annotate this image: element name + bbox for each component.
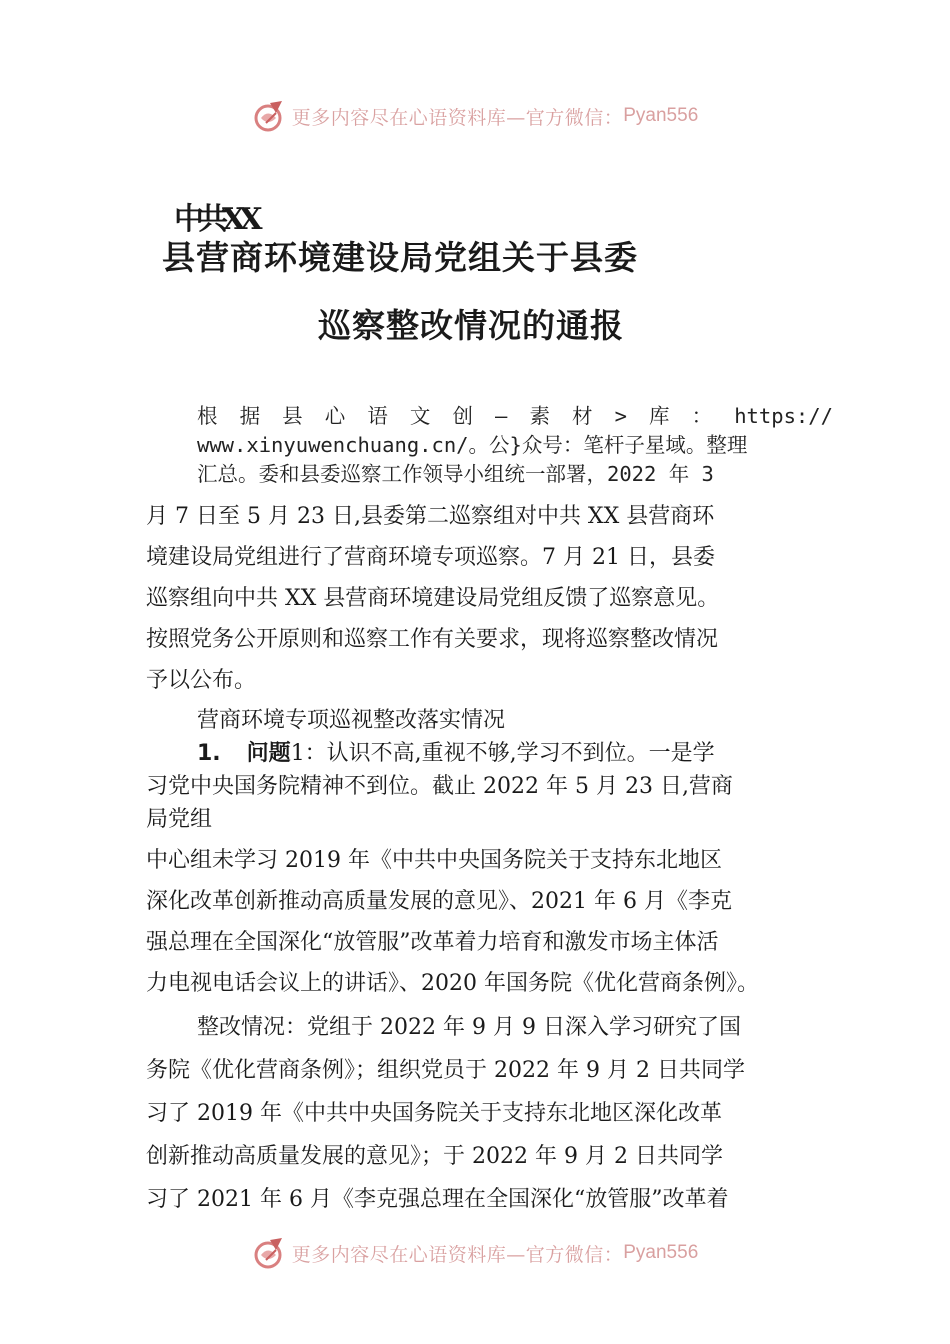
pen-seal-icon xyxy=(252,99,286,133)
issue-label: 问题 xyxy=(246,741,291,766)
issue-1-paragraph: 1. 问题1：认识不高,重视不够,学习不到位。一是学 习党中央国务院精神不到位。截止 2022 年 5 月 23 日,营商 局党组 xyxy=(146,737,826,836)
watermark-contact: Pyan556 xyxy=(623,105,699,126)
body-paragraph-1: 月 7 日至 5 月 23 日,县委第二巡察组对中共 XX 县营商环 境建设局党组进行了营商环境专项巡察。7 月 21 日，县委 巡察组向中共 XX 县营商环境建设局党组反馈了巡察意见。 按照党务公开原则和巡察工作有关要求，现将巡察整改情况 予以公布。 xyxy=(146,504,720,693)
watermark-text: 更多内容尽在心语资料库—官方微信： xyxy=(291,106,624,129)
header-watermark xyxy=(0,96,950,136)
intro-line-1: 根 据 县 心 语 文 创 — 素 材 > 库 ： https:// xyxy=(197,404,833,428)
title-prefix: 中共XX xyxy=(174,202,257,237)
watermark-contact: Pyan556 xyxy=(623,1242,699,1263)
watermark-text: 更多内容尽在心语资料库—官方微信： xyxy=(291,1243,624,1266)
intro-line-2: www.xinyuwenchuang.cn/。公}众号：笔杆子星域。整理 xyxy=(197,433,748,457)
issue-number: 1. xyxy=(197,741,221,766)
intro-line-3: 汇总。委和县委巡察工作领导小组统一部署，2022 年 3 xyxy=(197,462,714,486)
body-paragraph-2: 中心组未学习 2019 年《中共中央国务院关于支持东北地区 深化改革创新推动高质量发展的意见》、2021 年 6 月《李克 强总理在全国深化“放管服”改革着力培育和激发市场主体活 力电视电话会议上的讲话》、2020 年国务院《优化营商条例》。 xyxy=(146,848,759,996)
pen-seal-icon xyxy=(252,1236,286,1270)
issue-1-line-1: 1. 问题1：认识不高,重视不够,学习不到位。一是学 xyxy=(197,741,715,766)
intro-paragraph xyxy=(197,402,833,489)
title-line-1: 县营商环境建设局党组关于县委 xyxy=(162,238,638,277)
section-title: 营商环境专项巡视整改落实情况 xyxy=(197,708,506,733)
footer-watermark xyxy=(0,1233,950,1273)
body-paragraph-3: 整改情况：党组于 2022 年 9 月 9 日深入学习研究了国 务院《优化营商条例》；组织党员于 2022 年 9 月 2 日共同学 习了 2019 年《中共中央国务院关于支持东北地区深化改革 创新推动高质量发展的意见》；于 2022 年 9 月 2 日共同学 习了 2021 年 6 月《李克强总理在全国深化“放管服”改革着 xyxy=(146,1015,745,1212)
title-line-2: 巡察整改情况的通报 xyxy=(318,306,624,345)
